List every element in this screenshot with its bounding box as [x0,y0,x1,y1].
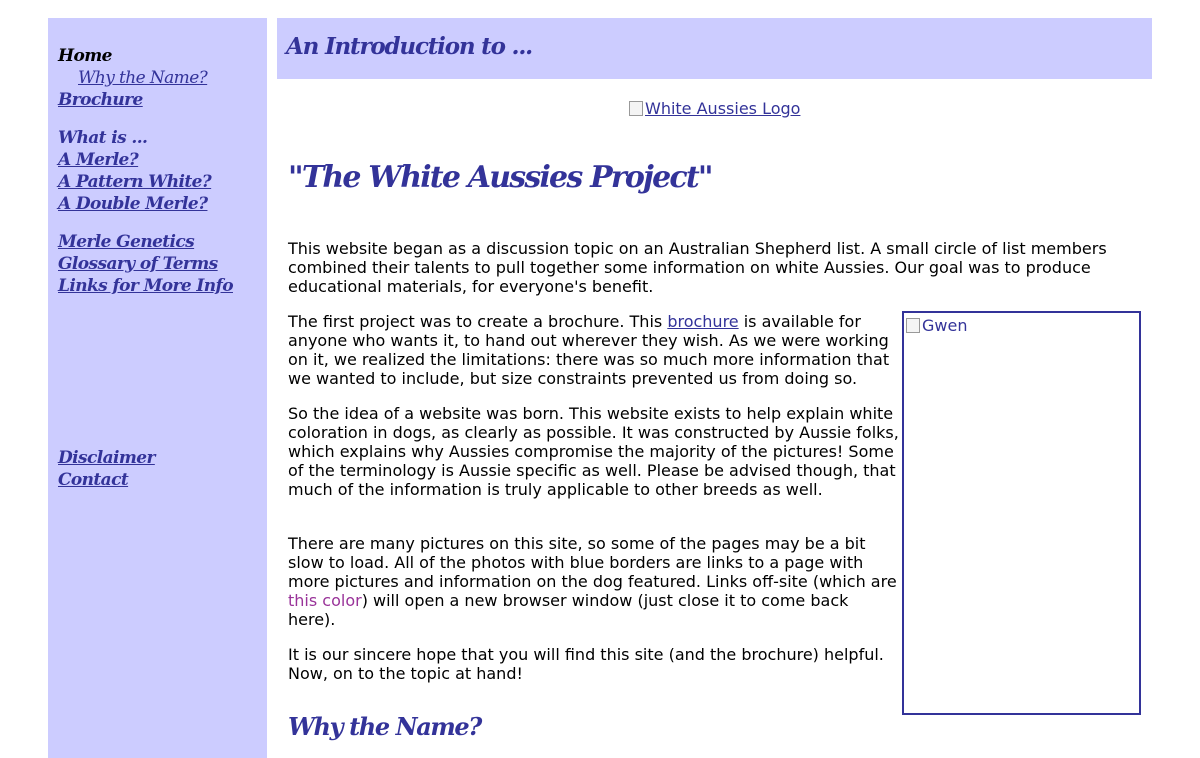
sidebar-item-double-merle[interactable]: A Double Merle? [58,194,208,214]
pictures-paragraph [288,534,900,629]
sidebar [48,18,267,758]
paragraph-text: ) will open a new browser window (just close it to come back here). [288,591,849,629]
photo-alt [906,316,967,335]
paragraph-text: is available for anyone who wants it, to hand out wherever they wish. As we were working on it, we realized the limitations: there was so much more information that we wanted to include, but size constraints prevented us from doing so. [288,312,890,388]
sidebar-nav-secondary [58,447,155,491]
intro-paragraph: This website began as a discussion topic on an Australian Shepherd list. A small circle of list members combined their talents to pull together some information on white Aussies. Our goal was to produce educational materials, for everyone's benefit. [288,239,1107,296]
page-title: "The White Aussies Project" [288,160,712,195]
brochure-link[interactable]: brochure [667,312,739,331]
sidebar-item-home: Home [58,46,112,66]
broken-image-icon [629,101,643,116]
page-banner [277,18,1152,79]
section-title-why-the-name: Why the Name? [288,712,481,741]
sidebar-item-why-the-name[interactable]: Why the Name? [78,68,208,88]
sidebar-item-contact[interactable]: Contact [58,470,129,490]
site-logo-link[interactable] [629,99,800,118]
sidebar-nav-primary [58,45,233,297]
sidebar-item-brochure[interactable]: Brochure [58,90,143,110]
gwen-photo-link[interactable] [902,311,1141,715]
paragraph-text: There are many pictures on this site, so some of the pages may be a bit slow to load. All of the photos with blue borders are links to a page with more pictures and information on the dog featured. Links off-site (which are [288,534,897,591]
sidebar-item-merle[interactable]: A Merle? [58,150,139,170]
sidebar-item-glossary[interactable]: Glossary of Terms [58,254,218,274]
offsite-color-link[interactable]: this color [288,591,362,610]
sidebar-heading-what-is: What is ... [58,128,148,148]
brochure-paragraph [288,312,900,388]
logo-alt-text: White Aussies Logo [645,99,801,118]
paragraph-text: The first project was to create a brochure. This [288,312,668,331]
closing-paragraph: It is our sincere hope that you will find this site (and the brochure) helpful. Now, on to the topic at hand! [288,645,884,683]
sidebar-item-links[interactable]: Links for More Info [58,276,233,296]
sidebar-item-merle-genetics[interactable]: Merle Genetics [58,232,195,252]
sidebar-item-disclaimer[interactable]: Disclaimer [58,448,155,468]
sidebar-item-pattern-white[interactable]: A Pattern White? [58,172,212,192]
banner-title: An Introduction to ... [286,33,532,60]
website-paragraph: So the idea of a website was born. This website exists to help explain white coloration in dogs, as clearly as possible. It was constructed by Aussie folks, which explains why Aussies compromise the majority of the pictures! Some of the terminology is Aussie specific as well. Please be advised though, that much of the information is truly applicable to other breeds as well. [288,404,899,499]
broken-image-icon [906,318,920,333]
photo-alt-text: Gwen [922,316,968,335]
